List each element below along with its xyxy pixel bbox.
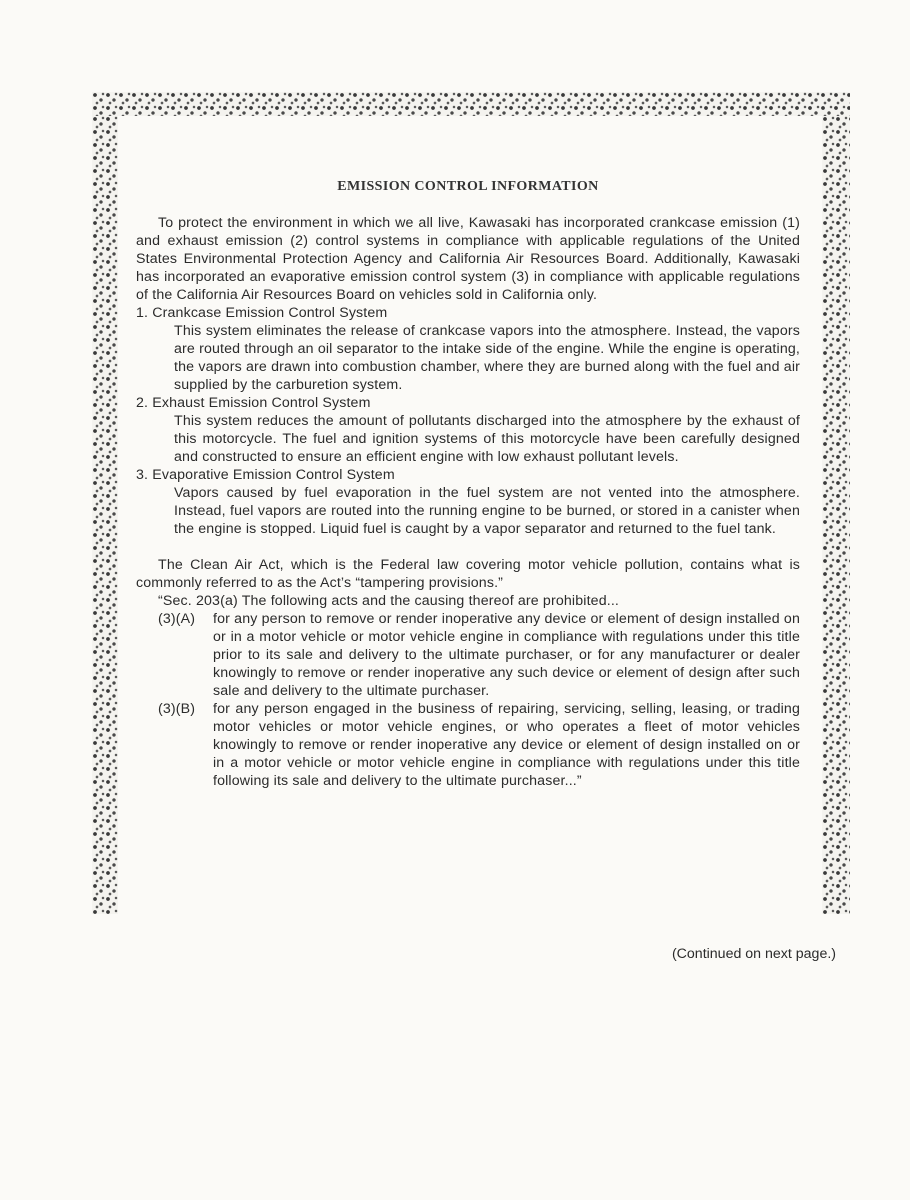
intro-paragraph: To protect the environment in which we all live, Kawasaki has incorporated crankcase emission (1) and exhaust emission (2) control systems in compliance with applicable regulations of the United States Environmental Protection Agency and California Air Resources Board. Additionally, Kawasaki has incorporated an evaporative emission control system (3) in compliance with applicable regulations of the California Air Resources Board on vehicles sold in California only.	[136, 215, 800, 303]
document-body	[136, 170, 800, 790]
ornamental-border-top	[92, 92, 850, 116]
page-title: EMISSION CONTROL INFORMATION	[337, 179, 599, 194]
clean-air-act-paragraph: The Clean Air Act, which is the Federal law covering motor vehicle pollution, contains what is commonly referred to as the Act’s “tampering provisions.”	[136, 557, 800, 591]
system-heading: 3. Evaporative Emission Control System	[136, 467, 395, 483]
provision-3a	[136, 610, 800, 700]
ornamental-border-right	[822, 116, 850, 914]
system-item-evaporative	[136, 466, 800, 538]
provision-3b	[136, 700, 800, 790]
continued-note: (Continued on next page.)	[671, 946, 836, 962]
system-body: This system reduces the amount of pollutants discharged into the atmosphere by the exhaust of this motorcycle. The fuel and ignition systems of this motorcycle have been carefully designed and constructed to ensure an efficient engine with low exhaust pollutant levels.	[174, 413, 800, 465]
system-body: This system eliminates the release of crankcase vapors into the atmosphere. Instead, the vapors are routed through an oil separator to the intake side of the engine. While the engine is operating, the vapors are drawn into combustion chamber, where they are burned along with the fuel and air supplied by the carburetion system.	[174, 323, 800, 393]
section-203-intro: “Sec. 203(a) The following acts and the causing thereof are prohibited...	[158, 593, 620, 609]
provision-label: (3)(B)	[158, 701, 196, 717]
system-heading: 1. Crankcase Emission Control System	[136, 305, 388, 321]
spacer	[136, 538, 800, 556]
provision-label: (3)(A)	[158, 611, 196, 627]
system-item-crankcase	[136, 304, 800, 394]
provision-text: for any person engaged in the business of repairing, servicing, selling, leasing, or trading motor vehicles or motor vehicle engines, or who operates a fleet of motor vehicles knowingly to remove or render inoperative any device or element of design installed on or in a motor vehicle or motor vehicle engine in compliance with regulations under this title following its sale and delivery to the ultimate purchaser...”	[213, 701, 800, 789]
ornamental-border-left	[92, 116, 118, 914]
provision-text: for any person to remove or render inoperative any device or element of design installed on or in a motor vehicle or motor vehicle engine in compliance with regulations under this title prior to its sale and delivery to the ultimate purchaser, or for any manufacturer or dealer knowingly to remove or render inoperative any such device or element of design after such sale and delivery to the ultimate purchaser.	[213, 611, 800, 699]
system-heading: 2. Exhaust Emission Control System	[136, 395, 371, 411]
system-body: Vapors caused by fuel evaporation in the fuel system are not vented into the atmosphere. Instead, fuel vapors are routed into the running engine to be burned, or stored in a canister when the engine is stopped. Liquid fuel is caught by a vapor separator and returned to the fuel tank.	[174, 485, 800, 537]
system-item-exhaust	[136, 394, 800, 466]
